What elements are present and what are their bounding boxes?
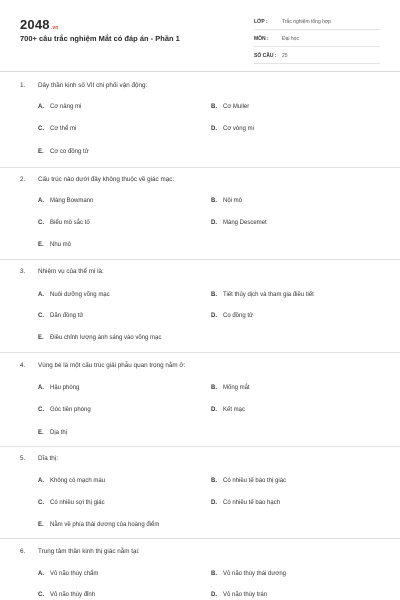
option-c[interactable]: C. Góc tiền phòng xyxy=(38,407,91,413)
option-b[interactable]: B. Mống mắt xyxy=(211,385,250,391)
meta-label: LỚP : xyxy=(254,19,268,25)
meta-value: 25 xyxy=(282,53,288,59)
option-b[interactable]: B. Có nhiều tế bào thị giác xyxy=(211,478,287,484)
option-d[interactable]: D. Có nhiều tế bào hạch xyxy=(211,500,281,506)
meta-row-subject xyxy=(254,32,380,47)
question-text: 6. Trung tâm thần kinh thị giác nằm tại: xyxy=(20,548,140,555)
question-text: 2. Cấu trúc nào dưới đây không thuộc về giác mạc: xyxy=(20,176,175,183)
option-e[interactable]: E. Cơ co đồng tử xyxy=(38,149,89,155)
option-a[interactable]: A. Không có mạch máu xyxy=(38,478,106,484)
option-d[interactable]: D. Vỏ não thùy trán xyxy=(211,592,268,598)
meta-value: Đại học xyxy=(282,36,299,42)
option-c[interactable]: C. Vỏ não thùy đỉnh xyxy=(38,592,96,598)
option-a[interactable]: A. Hậu phòng xyxy=(38,385,80,391)
option-e[interactable]: E. Nhu mô xyxy=(38,242,72,248)
option-d[interactable]: D. Cơ vòng mi xyxy=(211,126,254,132)
question-divider xyxy=(0,538,400,539)
option-e[interactable]: E. Điều chỉnh lượng ánh sáng vào võng mạc xyxy=(38,335,162,341)
meta-label: MÔN : xyxy=(254,36,269,42)
question-text: 4. Vùng bè là một cấu trúc giải phẫu quan trọng nằm ở: xyxy=(20,362,186,369)
logo-tld: .vn xyxy=(50,25,59,31)
option-e[interactable]: E. Nằm về phía thái dương của hoàng điểm xyxy=(38,522,160,528)
question-text: 1. Dây thần kinh số VII chi phối vận động: xyxy=(20,82,148,89)
option-a[interactable]: A. Cơ nâng mi xyxy=(38,104,82,110)
meta-label: SỐ CÂU : xyxy=(254,53,277,59)
question-divider xyxy=(0,446,400,447)
option-b[interactable]: B. Cơ Muller xyxy=(211,104,250,110)
question-text: 3. Nhiệm vụ của thể mi là: xyxy=(20,268,104,275)
meta-value: Trắc nghiệm tổng hợp xyxy=(282,19,331,25)
option-d[interactable]: D. Kết mạc xyxy=(211,407,246,413)
option-a[interactable]: A. Vỏ não thùy chẩm xyxy=(38,571,99,577)
option-c[interactable]: C. Biểu mô sắc tố xyxy=(38,220,90,226)
meta-row-class xyxy=(254,15,380,30)
option-b[interactable]: B. Tiết thủy dịch và tham gia điều tiết xyxy=(211,292,314,298)
question-divider xyxy=(0,352,400,353)
question-divider xyxy=(0,167,400,168)
option-a[interactable]: A. Màng Bowmann xyxy=(38,198,94,204)
option-a[interactable]: A. Nuôi dưỡng võng mạc xyxy=(38,292,110,298)
option-d[interactable]: D. Co đồng tử xyxy=(211,313,254,319)
document-meta xyxy=(254,15,380,66)
logo-digits: 2048 xyxy=(20,17,50,32)
document-header xyxy=(0,0,400,70)
option-b[interactable]: B. Nội mô xyxy=(211,198,243,204)
site-logo[interactable] xyxy=(20,17,59,32)
meta-row-count xyxy=(254,49,380,64)
option-c[interactable]: C. Cơ thể mi xyxy=(38,126,77,132)
header-divider xyxy=(0,71,400,72)
question-text: 5. Dĩa thị: xyxy=(20,455,58,462)
option-c[interactable]: C. Dãn đồng tử xyxy=(38,313,84,319)
option-c[interactable]: C. Có nhiều sợi thị giác xyxy=(38,500,105,506)
option-d[interactable]: D. Màng Descemet xyxy=(211,220,267,226)
option-b[interactable]: B. Vỏ não thùy thái dương xyxy=(211,571,286,577)
question-divider xyxy=(0,259,400,260)
option-e[interactable]: E. Dịa thị xyxy=(38,430,68,436)
document-title: 700+ câu trắc nghiệm Mắt có đáp án - Phần 1 xyxy=(20,34,180,43)
